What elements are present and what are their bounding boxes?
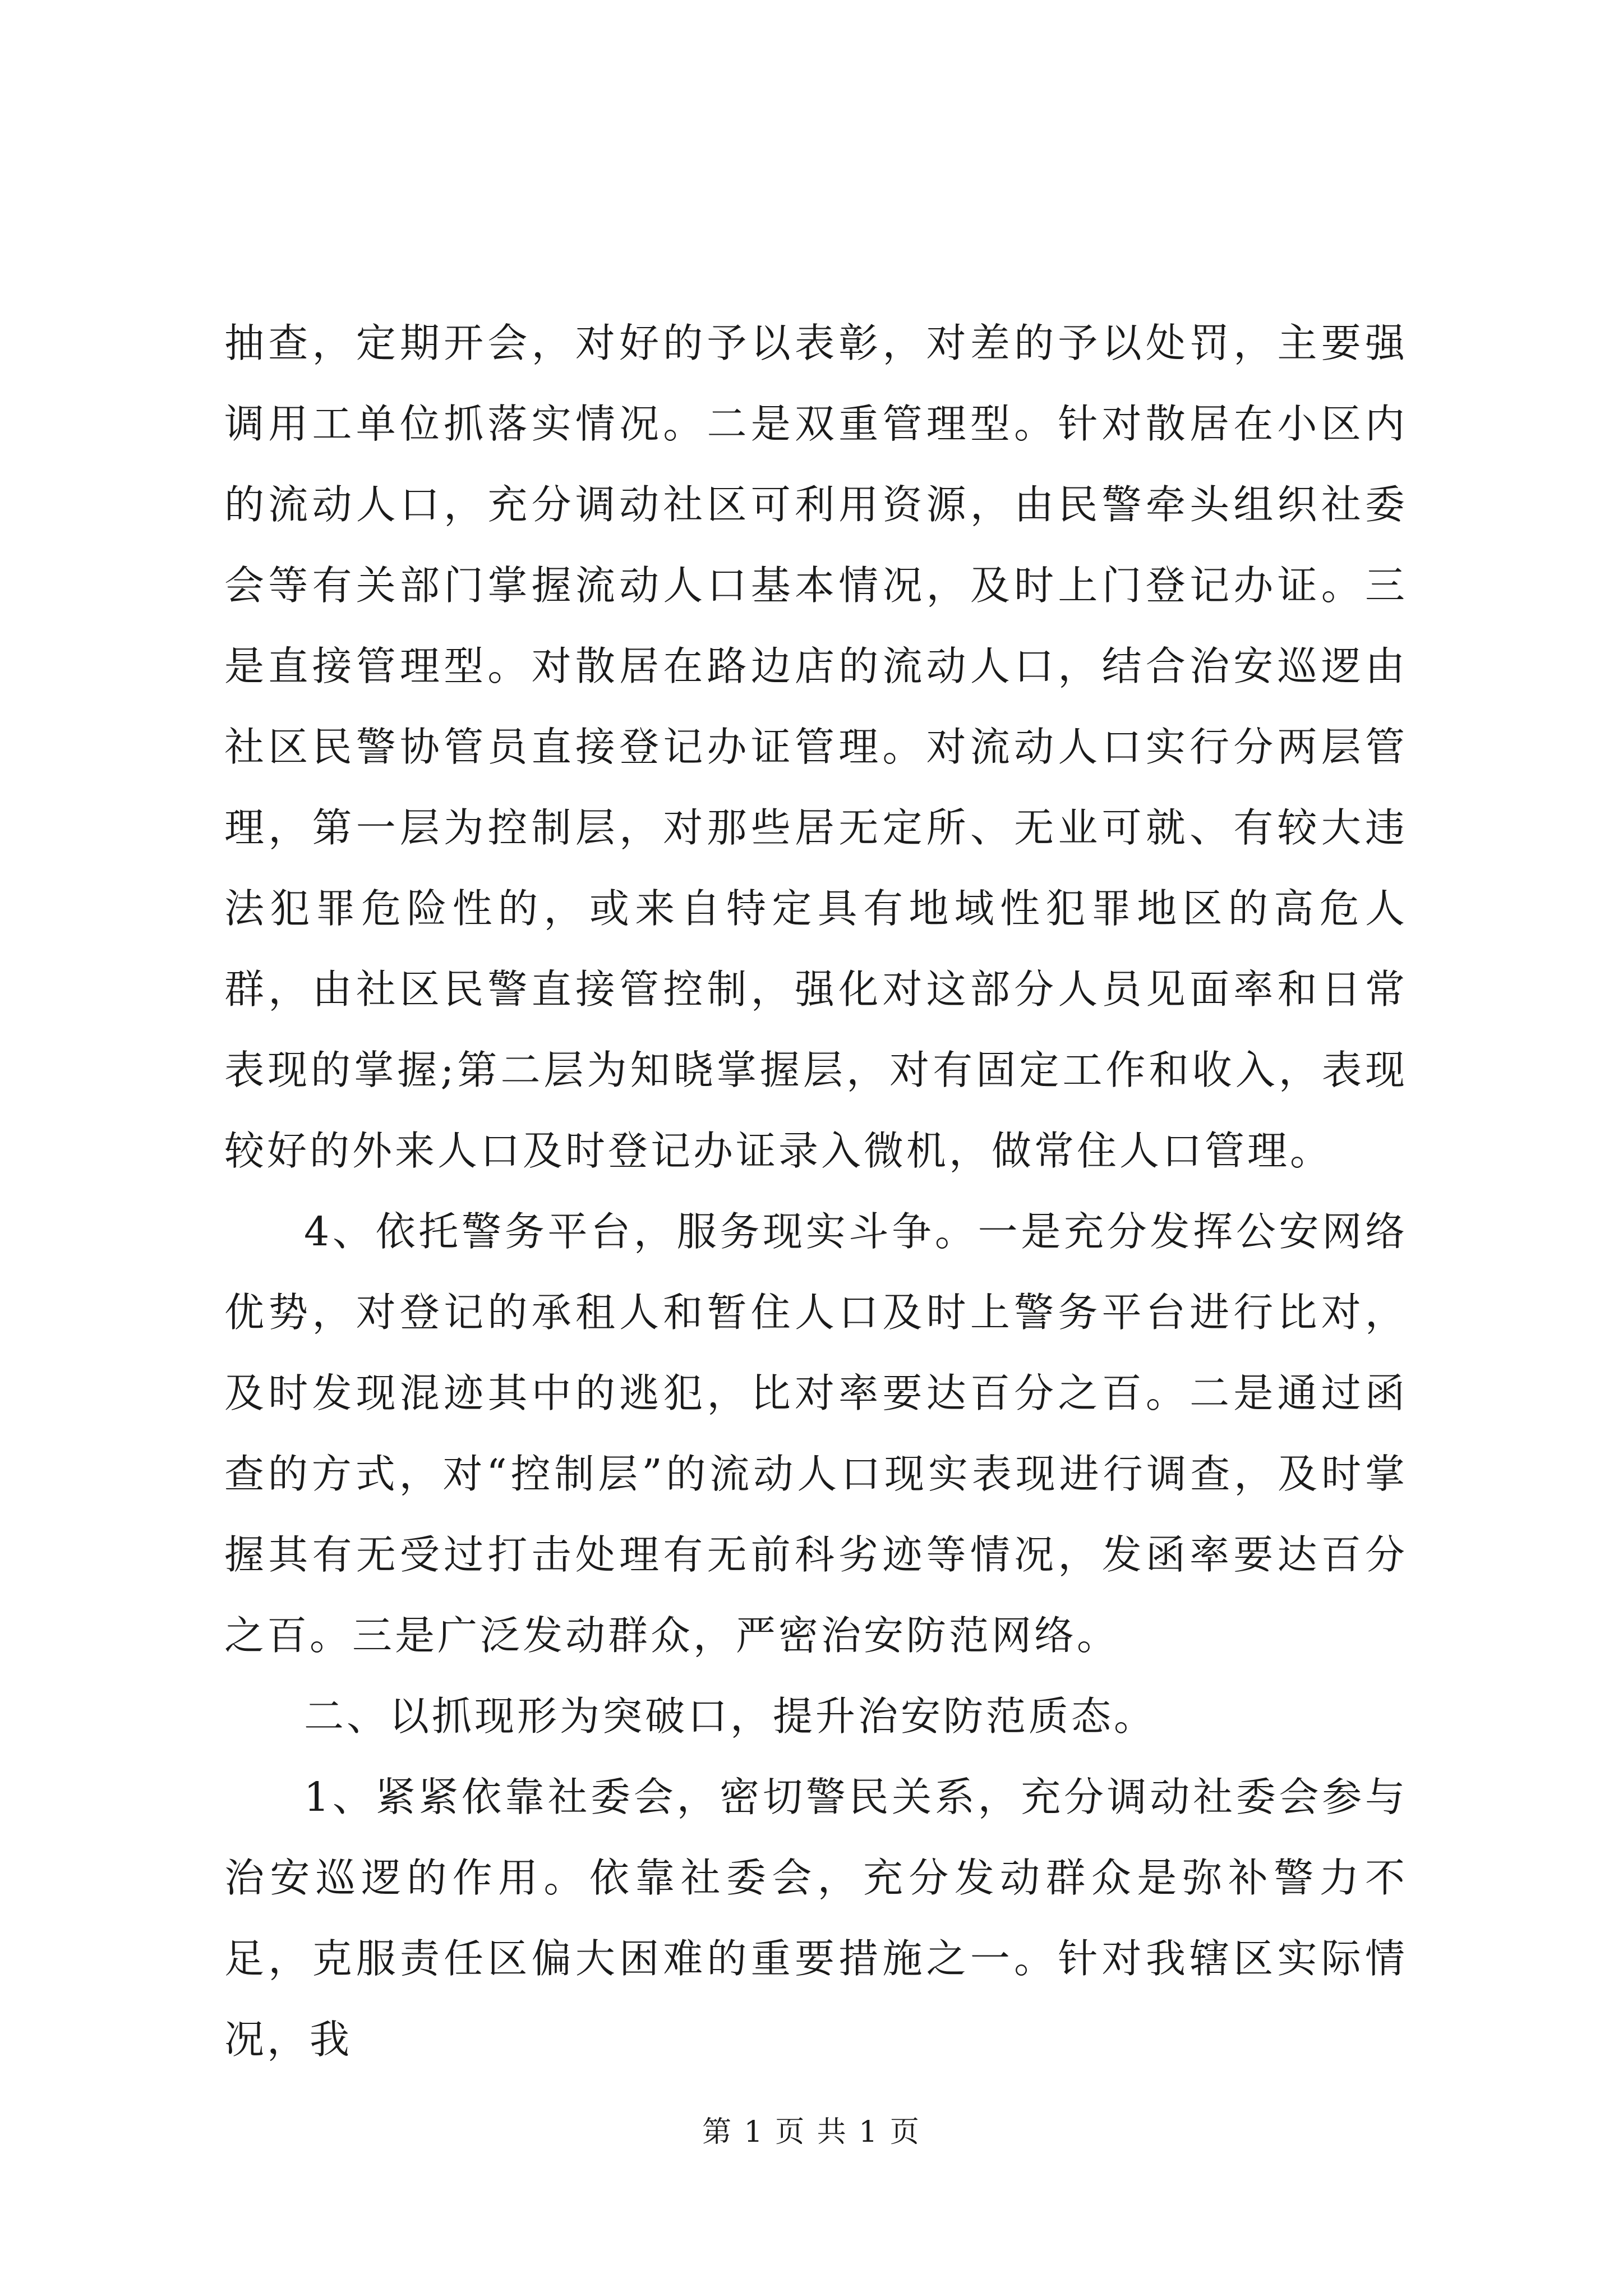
paragraph-4: 1、紧紧依靠社委会，密切警民关系，充分调动社委会参与治安巡逻的作用。依靠社委会，充分发动群众是弥补警力不足，克服责任区偏大困难的重要措施之一。针对我辖区实际情况，我 [224,1774,1408,2063]
paragraph-2: 4、依托警务平台，服务现实斗争。一是充分发挥公安网络优势，对登记的承租人和暂住人口及时上警务平台进行比对，及时发现混迹其中的逃犯，比对率要达百分之百。二是通过函查的方式，对“控制层”的流动人口现实表现进行调查，及时掌握其有无受过打击处理有无前科劣迹等情况，发函率要达百分之百。三是广泛发动群众，严密治安防范网络。 [224,1208,1408,1659]
paragraph-1: 抽查，定期开会，对好的予以表彰，对差的予以处罚，主要强调用工单位抓落实情况。二是双重管理型。针对散居在小区内的流动人口，充分调动社区可利用资源，由民警牵头组织社委会等有关部门掌握流动人口基本情况，及时上门登记办证。三是直接管理型。对散居在路边店的流动人口，结合治安巡逻由社区民警协管员直接登记办证管理。对流动人口实行分两层管理，第一层为控制层，对那些居无定所、无业可就、有较大违法犯罪危险性的，或来自特定具有地域性犯罪地区的高危人群，由社区民警直接管控制，强化对这部分人员见面率和日常表现的掌握;第二层为知晓掌握层，对有固定工作和收入，表现较好的外来人口及时登记办证录入微机，做常住人口管理。 [224,320,1408,1174]
paragraph-3: 二、以抓现形为突破口，提升治安防范质态。 [304,1693,1157,1740]
page-footer: 第 1 页 共 1 页 [702,2115,921,2149]
document-body [224,303,1408,2080]
